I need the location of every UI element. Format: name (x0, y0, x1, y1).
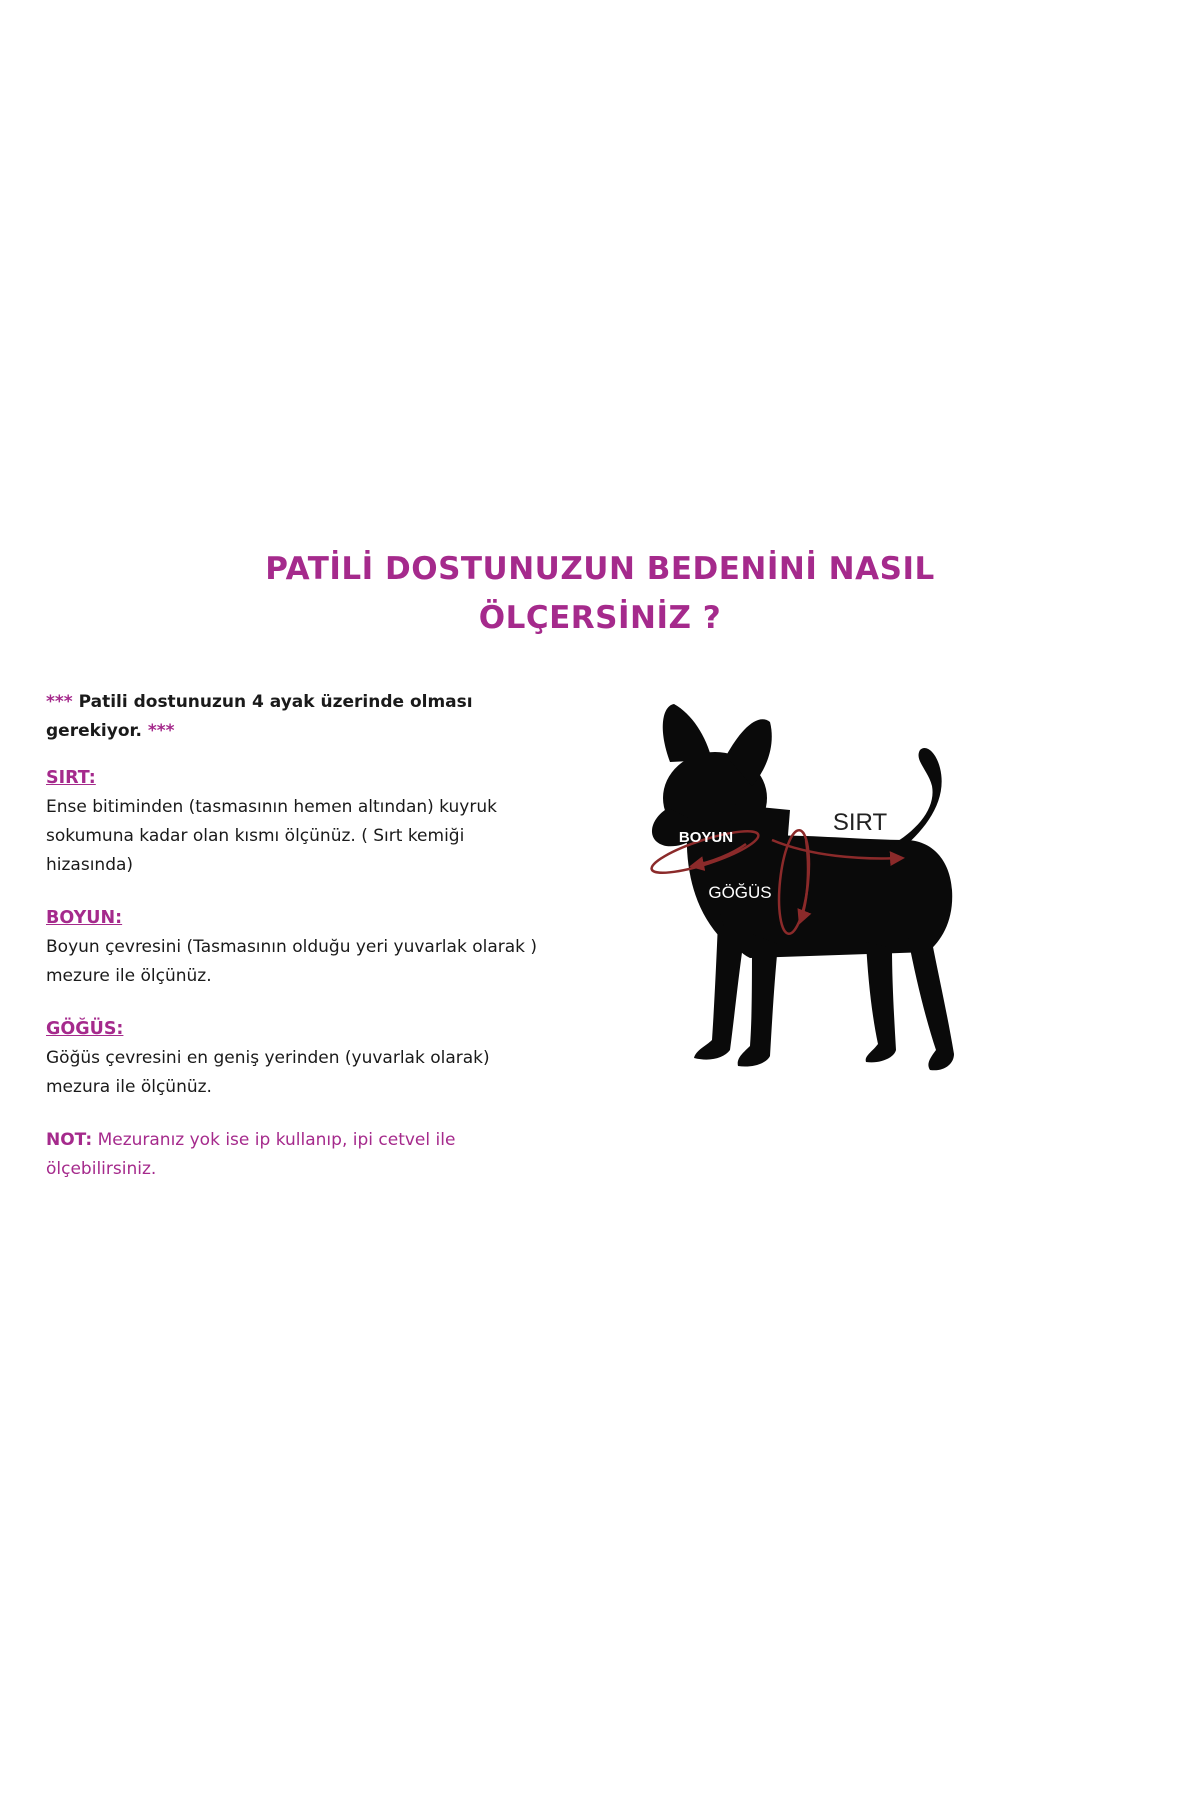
intro-stars-open: *** (46, 692, 73, 712)
section-neck-text: Boyun çevresini (Tasmasının olduğu yeri yuvarlak olarak ) mezure ile ölçünüz. (46, 937, 538, 986)
intro-text (46, 688, 546, 746)
section-neck (46, 904, 546, 991)
title-line-1: PATİLİ DOSTUNUZUN BEDENİNİ NASIL (265, 551, 935, 587)
section-back-text: Ense bitiminden (tasmasının hemen altından) kuyruk sokumuna kadar olan kısmı ölçünüz. ( Sırt kemiği hizasında) (46, 797, 497, 875)
section-chest-heading: GÖĞÜS: (46, 1019, 124, 1039)
section-back (46, 764, 546, 880)
label-back: SIRT (832, 809, 888, 836)
section-chest (46, 1015, 546, 1102)
note (46, 1126, 546, 1184)
section-chest-text: Göğüs çevresini en geniş yerinden (yuvarlak olarak) mezura ile ölçünüz. (46, 1048, 490, 1097)
instructions-panel (46, 688, 546, 1184)
dog-silhouette (652, 704, 954, 1070)
dog-measurement-diagram (640, 690, 1100, 1150)
section-back-heading: SIRT: (46, 768, 96, 788)
page-title (0, 545, 1200, 643)
label-chest: GÖĞÜS (708, 883, 772, 902)
dog-diagram-svg (640, 690, 1100, 1150)
section-neck-heading: BOYUN: (46, 908, 123, 928)
title-line-2: ÖLÇERSİNİZ ? (478, 600, 722, 636)
label-neck: BOYUN (678, 829, 734, 846)
intro-stars-close: *** (147, 721, 175, 741)
note-text: Mezuranız yok ise ip kullanıp, ipi cetvel ile ölçebilirsiniz. (46, 1130, 456, 1179)
intro-body: Patili dostunuzun 4 ayak üzerinde olması gerekiyor. (46, 692, 473, 741)
note-label: NOT: (46, 1130, 93, 1150)
